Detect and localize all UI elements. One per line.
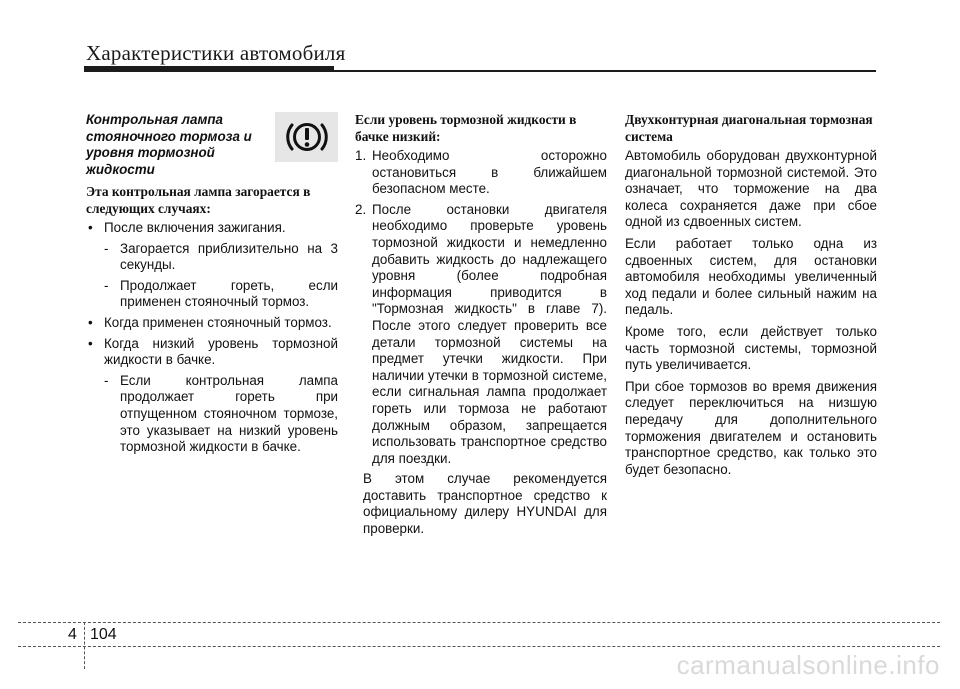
list-item: • Когда применен стояночный тормоз. bbox=[88, 314, 332, 330]
list-item: • Когда низкий уровень тормозной жидкости в бачке. bbox=[88, 335, 338, 368]
list-item: • После включения зажигания. bbox=[88, 220, 286, 235]
watermark: carmanualsonline.info bbox=[676, 650, 940, 680]
section-number: 4 bbox=[68, 626, 77, 643]
footer-rule-bottom bbox=[18, 646, 940, 647]
footer-rule-top bbox=[18, 622, 940, 623]
paragraph: Кроме того, если действует только часть тормозной системы, тормозной путь увеличивается. bbox=[625, 323, 877, 373]
recommendation-paragraph: В этом случае рекомендуется доставить транспортное средство к официальному дилеру HYUNDAI для проверки. bbox=[363, 471, 607, 537]
numbered-item: 1. Необходимо осторожно остановиться в ближайшем безопасном месте. bbox=[355, 148, 607, 197]
column-left bbox=[86, 112, 338, 460]
list-item: - Продолжает гореть, если применен стояночный тормоз. bbox=[104, 277, 338, 310]
page-number: 104 bbox=[90, 626, 117, 643]
paragraph: Автомобиль оборудован двухконтурной диагональной тормозной системой. Это означает, что торможение на два колеса сохраняется даже при сбое одной из сдвоенных систем. bbox=[625, 148, 877, 230]
paragraph: При сбое тормозов во время движения следует переключиться на низшую передачу для дополнительного торможения двигателем и остановить транспортное средство, как только это будет безопасно. bbox=[625, 378, 877, 477]
lamp-section-title: Контрольная лампа стояночного тормоза и уровня тормозной жидкости bbox=[86, 112, 252, 177]
list-item: - Если контрольная лампа продолжает гореть при отпущенном стояночном тормозе, это указывает на низкий уровень тормозной жидкости в бачке. bbox=[104, 372, 338, 455]
header-rule-thin bbox=[334, 70, 876, 72]
brake-warning-icon bbox=[275, 112, 338, 162]
numbered-item: 2. После остановки двигателя необходимо проверьте уровень тормозной жидкости и немедленно добавить жидкость до надлежащего уровня (более подробная информация приводится в "Тормозная жидкость" в главе 7). После этого следует проверить все детали тормозной системы на предмет утечки жидкости. При наличии утечки в тормозной системе, если сигнальная лампа продолжает гореть или тормоза не работают должным образом, запрещается использовать транспортное средство для поездки. bbox=[355, 201, 607, 466]
low-fluid-heading: Если уровень тормозной жидкости в бачке низкий: bbox=[355, 112, 577, 144]
paragraph: Если работает только одна из сдвоенных систем, для остановки автомобиля необходимы увеличенный ход педали и более сильный нажим на педаль. bbox=[625, 235, 877, 318]
dual-circuit-heading: Двухконтурная диагональная тормозная система bbox=[625, 112, 873, 144]
header-rule-thick bbox=[84, 66, 334, 72]
lamp-conditions-heading: Эта контрольная лампа загорается в следующих случаях: bbox=[86, 184, 311, 216]
column-middle bbox=[355, 112, 607, 543]
page-header-title: Характеристики автомобиля bbox=[86, 41, 346, 65]
list-item: - Загорается приблизительно на 3 секунды. bbox=[104, 240, 338, 273]
column-right bbox=[625, 112, 877, 483]
footer-divider bbox=[84, 622, 85, 669]
